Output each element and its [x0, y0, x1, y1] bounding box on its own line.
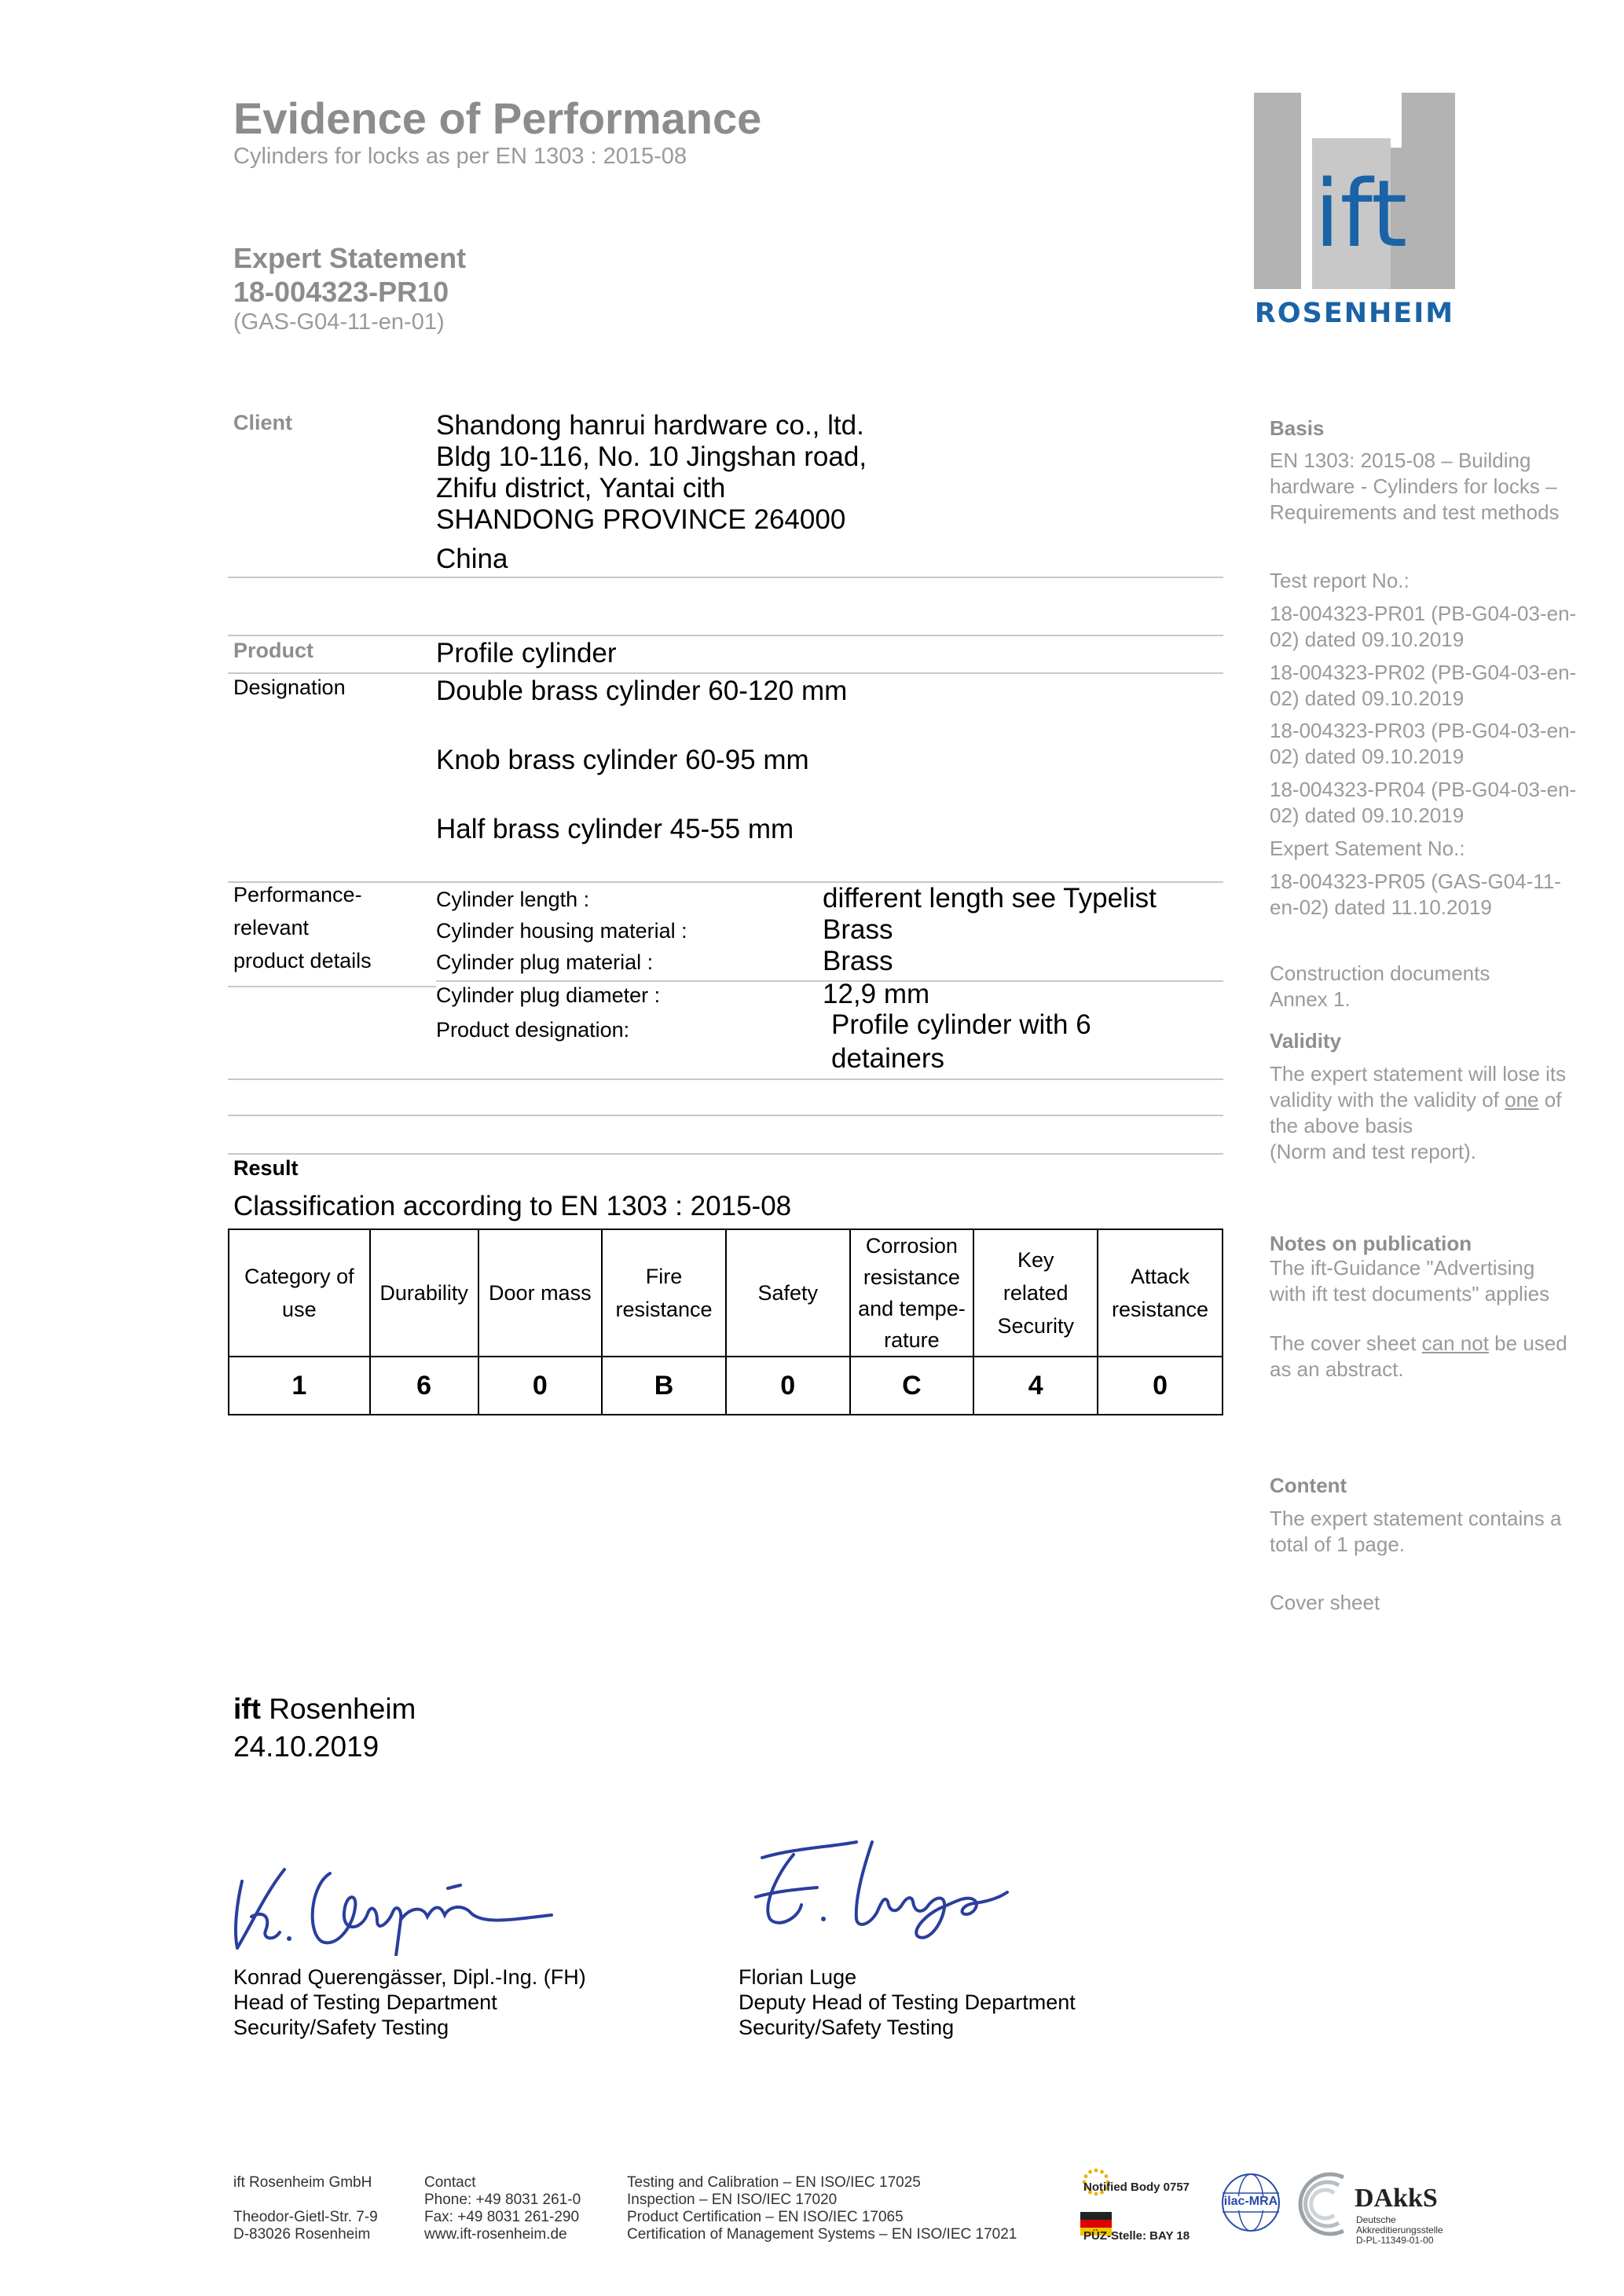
dakks-logo-icon: [1296, 2171, 1353, 2237]
cover-sheet-label: Cover sheet: [1270, 1591, 1380, 1614]
divider: [228, 577, 1223, 578]
client-label: Client: [233, 411, 293, 434]
footer-accreditation: Testing and Calibration – EN ISO/IEC 17025 Inspection – EN ISO/IEC 17020 Product Certification – EN ISO/IEC 17065 Certification of Management Systems – EN ISO/IEC 17021: [627, 2174, 1017, 2243]
validity-heading: Validity: [1270, 1029, 1342, 1053]
divider: [228, 1153, 1223, 1155]
ift-logo-graphic: [1254, 93, 1455, 328]
detail-value: 12,9 mm: [823, 979, 930, 1009]
signatory-left: Konrad Querengässer, Dipl.-Ing. (FH) Head of Testing Department Security/Safety Testing: [233, 1965, 586, 2039]
table-cell: 4: [973, 1357, 1098, 1415]
detail-value: detainers: [831, 1043, 944, 1074]
test-report-item: 18-004323-PR03 (PB-G04-03-en- 02) dated 09.10.2019: [1270, 719, 1577, 768]
details-label: relevant: [233, 916, 310, 939]
designation-item: Half brass cylinder 45-55 mm: [436, 814, 794, 844]
test-report-label: Test report No.:: [1270, 569, 1410, 592]
notified-body-badge: [1080, 2166, 1206, 2253]
footer-company: ift Rosenheim GmbH Theodor-Gietl-Str. 7-9 D-83026 Rosenheim: [233, 2174, 378, 2243]
validity-text: The expert statement will lose its validity with the validity of one of the above basis (Norm and test report).: [1270, 1062, 1567, 1163]
statement-code: (GAS-G04-11-en-01): [233, 309, 445, 335]
content-text: The expert statement contains a total of 1 page.: [1270, 1507, 1562, 1556]
signature-luge: [739, 1826, 1021, 1944]
table-header-cell: Category of use: [229, 1229, 370, 1357]
issue-date: 24.10.2019: [233, 1730, 379, 1763]
classification-table: [228, 1229, 1223, 1415]
table-value-row: [229, 1357, 1223, 1415]
document-title: Evidence of Performance: [233, 93, 762, 143]
place-line: ift Rosenheim: [233, 1693, 416, 1725]
result-label: Result: [233, 1156, 299, 1180]
table-header-cell: Safety: [726, 1229, 850, 1357]
table-cell: 0: [726, 1357, 850, 1415]
statement-number: 18-004323-PR10: [233, 276, 449, 308]
notes-heading: Notes on publication: [1270, 1232, 1472, 1255]
notes-text: The ift-Guidance "Advertising with ift test documents" applies: [1270, 1256, 1550, 1305]
basis-heading: Basis: [1270, 416, 1325, 440]
detail-label: Cylinder plug diameter :: [436, 983, 661, 1007]
basis-text: EN 1303: 2015-08 – Building hardware - Cylinders for locks – Requirements and test methods: [1270, 449, 1560, 524]
details-label: Performance-: [233, 883, 362, 906]
product-label: Product: [233, 639, 314, 662]
detail-value: Profile cylinder with 6: [831, 1009, 1091, 1040]
table-header-cell: Corrosion resistance and tempe- rature: [850, 1229, 974, 1357]
designation-label: Designation: [233, 676, 346, 699]
signatory-right: Florian Luge Deputy Head of Testing Department Security/Safety Testing: [739, 1965, 1076, 2039]
detail-label: Cylinder length :: [436, 888, 590, 911]
table-header-cell: Key related Security: [973, 1229, 1098, 1357]
construction-documents: Construction documents Annex 1.: [1270, 961, 1490, 1011]
designation-item: Double brass cylinder 60-120 mm: [436, 676, 848, 706]
table-cell: C: [850, 1357, 974, 1415]
ilac-mra-badge: [1219, 2170, 1282, 2240]
table-cell: 0: [478, 1357, 603, 1415]
table-header-cell: Fire resistance: [602, 1229, 726, 1357]
dakks-subtext: Deutsche Akkreditierungsstelle D-PL-11349-01-00: [1356, 2214, 1443, 2246]
puz-text: PÜZ-Stelle: BAY 18: [1083, 2229, 1190, 2243]
expert-statement-item: 18-004323-PR05 (GAS-G04-11- en-02) dated 11.10.2019: [1270, 870, 1561, 919]
table-cell: 1: [229, 1357, 370, 1415]
table-cell: 0: [1098, 1357, 1223, 1415]
client-line: Bldg 10-116, No. 10 Jingshan road,: [436, 441, 867, 472]
divider: [228, 672, 1223, 674]
table-cell: B: [602, 1357, 726, 1415]
client-line: Shandong hanrui hardware co., ltd.: [436, 410, 864, 441]
table-header-cell: Attack resistance: [1098, 1229, 1223, 1357]
notified-body-text: Notified Body 0757: [1083, 2181, 1190, 2194]
footer-contact: Contact Phone: +49 8031 261-0 Fax: +49 8031 261-290 www.ift-rosenheim.de: [424, 2174, 581, 2243]
dakks-text: DAkkS: [1355, 2184, 1438, 2213]
classification-heading: Classification according to EN 1303 : 2015-08: [233, 1191, 792, 1221]
divider: [228, 1078, 1223, 1080]
content-heading: Content: [1270, 1474, 1347, 1497]
table-header-cell: Durability: [370, 1229, 478, 1357]
table-header-row: [229, 1229, 1223, 1357]
details-label: product details: [233, 949, 372, 972]
detail-value: Brass: [823, 914, 893, 945]
client-line: China: [436, 544, 508, 574]
ilac-text: ilac-MRA: [1223, 2195, 1278, 2208]
dakks-badge: [1296, 2166, 1477, 2253]
table-header-cell: Door mass: [478, 1229, 603, 1357]
expert-statement-label: Expert Satement No.:: [1270, 837, 1465, 860]
test-report-item: 18-004323-PR02 (PB-G04-03-en- 02) dated 09.10.2019: [1270, 661, 1577, 710]
product-value: Profile cylinder: [436, 638, 617, 668]
client-line: Zhifu district, Yantai cith: [436, 473, 726, 504]
divider: [228, 1115, 1223, 1116]
signature-querengaesser: [228, 1838, 574, 1956]
detail-value: Brass: [823, 946, 893, 976]
client-line: SHANDONG PROVINCE 264000: [436, 504, 846, 535]
cover-sheet-note: The cover sheet can not be used as an abstract.: [1270, 1331, 1567, 1381]
test-report-item: 18-004323-PR04 (PB-G04-03-en- 02) dated 09.10.2019: [1270, 778, 1577, 827]
divider: [228, 986, 436, 987]
test-report-item: 18-004323-PR01 (PB-G04-03-en- 02) dated 09.10.2019: [1270, 602, 1577, 651]
statement-label: Expert Statement: [233, 242, 467, 274]
ift-rosenheim-logo: [1254, 93, 1455, 328]
detail-label: Product designation:: [436, 1018, 630, 1042]
detail-label: Cylinder plug material :: [436, 950, 654, 974]
rosenheim-logo-text: ROSENHEIM: [1254, 298, 1455, 328]
ift-logo-text: ift: [1314, 159, 1408, 268]
divider: [228, 635, 1223, 636]
designation-item: Knob brass cylinder 60-95 mm: [436, 745, 809, 775]
table-cell: 6: [370, 1357, 478, 1415]
document-subtitle: Cylinders for locks as per EN 1303 : 2015-08: [233, 144, 687, 169]
detail-value: different length see Typelist: [823, 883, 1157, 914]
detail-label: Cylinder housing material :: [436, 919, 687, 943]
